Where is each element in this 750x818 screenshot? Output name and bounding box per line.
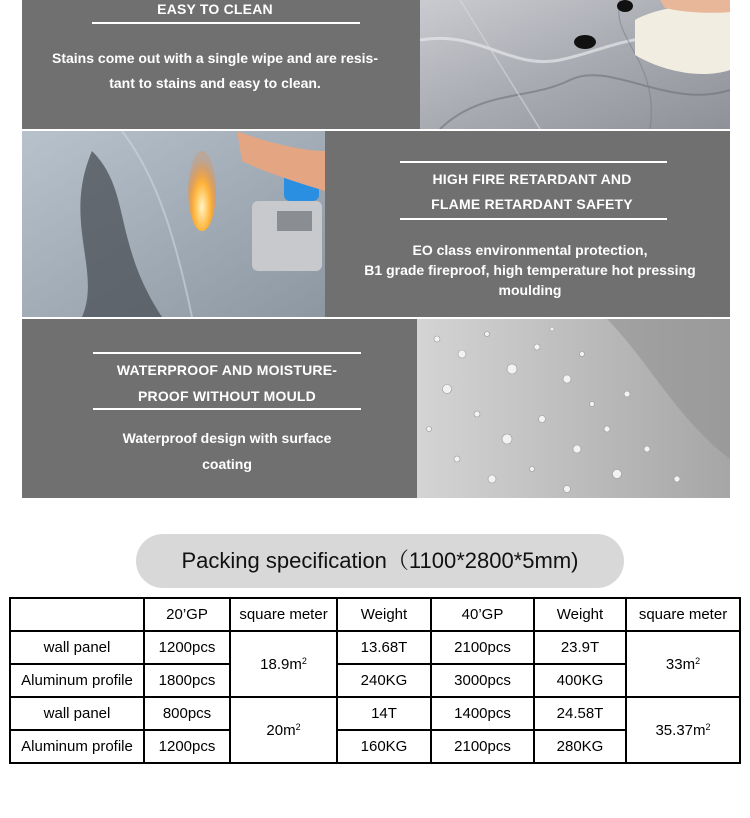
divider	[400, 161, 667, 163]
feature-title: PROOF WITHOUT MOULD	[137, 388, 316, 404]
area-value: 20m	[266, 721, 296, 739]
marble-wipe-photo	[420, 0, 730, 129]
area-40gp-cell	[626, 697, 740, 763]
qty-40gp-cell: 2100pcs	[431, 631, 534, 664]
packing-table	[9, 597, 741, 764]
table-header-row	[10, 598, 740, 631]
feature-description-line: coating	[202, 456, 252, 472]
column-header: square meter	[230, 598, 337, 631]
table-row	[10, 631, 740, 664]
item-cell: wall panel	[10, 697, 144, 730]
area-20gp-cell	[230, 697, 337, 763]
divider	[93, 352, 361, 354]
feature-description-line: Stains come out with a single wipe and are resis-	[52, 50, 378, 66]
area-value: 18.9m	[260, 655, 302, 673]
column-header: 40’GP	[431, 598, 534, 631]
divider	[400, 218, 667, 220]
feature-title: FLAME RETARDANT SAFETY	[431, 196, 633, 212]
area-unit-superscript: 2	[301, 655, 307, 666]
qty-40gp-cell: 1400pcs	[431, 697, 534, 730]
weight-40gp-cell: 280KG	[534, 730, 626, 763]
weight-40gp-cell: 24.58T	[534, 697, 626, 730]
divider	[92, 22, 360, 24]
feature-description-line: moulding	[498, 282, 562, 298]
packing-spec-heading: Packing specification（1100*2800*5mm)	[136, 534, 624, 588]
area-unit-superscript: 2	[695, 655, 701, 666]
feature-panel-fire-retardant	[325, 131, 730, 317]
column-header: Weight	[337, 598, 431, 631]
lighter-flame-photo	[22, 131, 325, 317]
weight-40gp-cell: 400KG	[534, 664, 626, 697]
item-cell: wall panel	[10, 631, 144, 664]
qty-20gp-cell: 1200pcs	[144, 730, 230, 763]
feature-title: HIGH FIRE RETARDANT AND	[432, 171, 632, 187]
area-value: 35.37m	[655, 721, 706, 739]
qty-20gp-cell: 1200pcs	[144, 631, 230, 664]
weight-40gp-cell: 23.9T	[534, 631, 626, 664]
water-droplets-photo	[417, 319, 730, 498]
column-header: square meter	[626, 598, 740, 631]
qty-20gp-cell: 800pcs	[144, 697, 230, 730]
column-header: Weight	[534, 598, 626, 631]
feature-panel-easy-clean	[22, 0, 420, 129]
weight-20gp-cell: 160KG	[337, 730, 431, 763]
qty-40gp-cell: 3000pcs	[431, 664, 534, 697]
table-row	[10, 697, 740, 730]
area-40gp-cell	[626, 631, 740, 697]
feature-title: WATERPROOF AND MOISTURE-	[116, 362, 338, 378]
item-cell: Aluminum profile	[10, 664, 144, 697]
qty-40gp-cell: 2100pcs	[431, 730, 534, 763]
area-unit-superscript: 2	[705, 721, 711, 732]
column-header	[10, 598, 144, 631]
qty-20gp-cell: 1800pcs	[144, 664, 230, 697]
weight-20gp-cell: 14T	[337, 697, 431, 730]
feature-description-line: Waterproof design with surface	[122, 430, 332, 446]
feature-description-line: tant to stains and easy to clean.	[109, 75, 321, 91]
weight-20gp-cell: 13.68T	[337, 631, 431, 664]
area-20gp-cell	[230, 631, 337, 697]
weight-20gp-cell: 240KG	[337, 664, 431, 697]
item-cell: Aluminum profile	[10, 730, 144, 763]
feature-description-line: B1 grade fireproof, high temperature hot pressing	[364, 262, 696, 278]
feature-title: EASY TO CLEAN	[157, 1, 273, 17]
feature-panel-waterproof	[22, 319, 417, 498]
column-header: 20’GP	[144, 598, 230, 631]
divider	[93, 408, 361, 410]
area-value: 33m	[665, 655, 696, 673]
feature-description-line: EO class environmental protection,	[412, 242, 648, 258]
area-unit-superscript: 2	[295, 721, 301, 732]
